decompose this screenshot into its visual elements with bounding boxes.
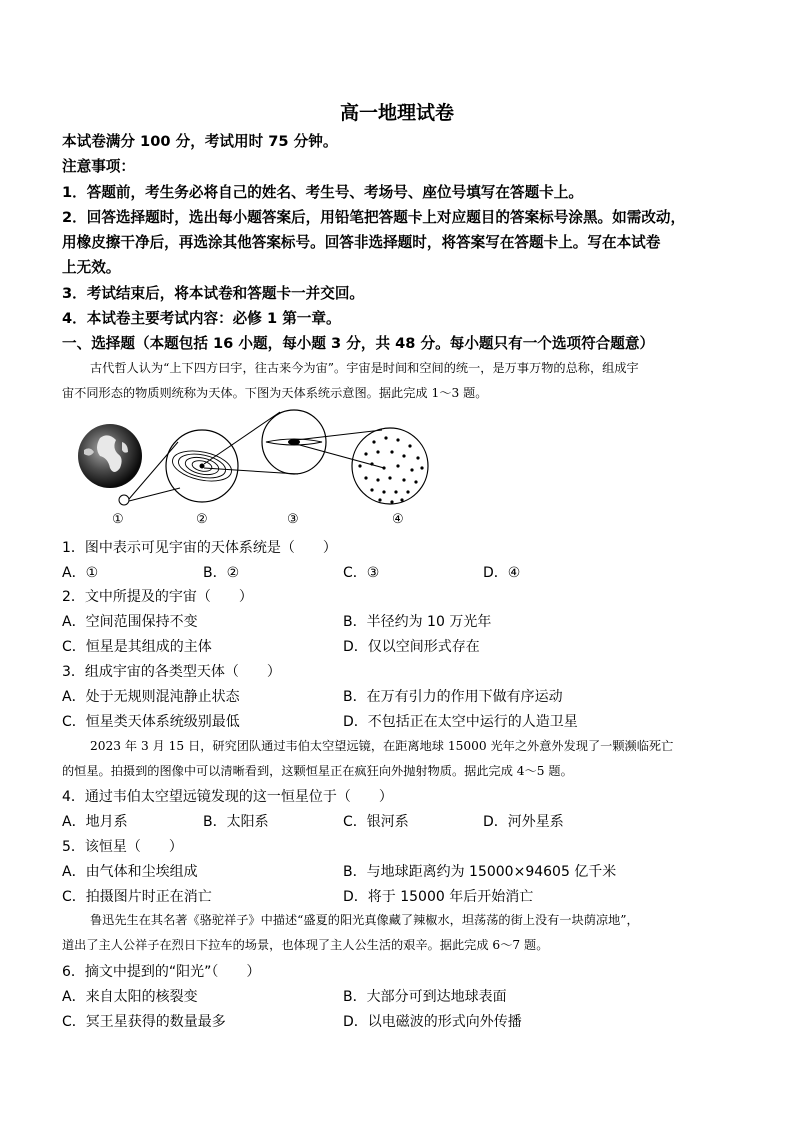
notice-item: 上无效。 <box>62 259 121 276</box>
earth-icon <box>78 424 142 488</box>
question-6-stem: 6．摘文中提到的“阳光”（ ） <box>62 964 261 980</box>
figure-label: ④ <box>392 512 404 527</box>
figure-label: ③ <box>287 512 299 527</box>
question-2-stem: 2．文中所提及的宇宙（ ） <box>62 589 253 605</box>
option: D．仅以空间形式存在 <box>343 639 480 655</box>
passage-1-line: 古代哲人认为“上下四方曰宇，往古来今为宙”。宇宙是时间和空间的统一，是万事万物的总称，组成宇 <box>90 361 639 375</box>
question-3-stem: 3．组成宇宙的各类型天体（ ） <box>62 664 281 680</box>
option: D．以电磁波的形式向外传播 <box>343 1014 522 1030</box>
option: B．半径约为 10 万光年 <box>343 614 492 630</box>
section-heading: 一、选择题（本题包括 16 小题，每小题 3 分，共 48 分。每小题只有一个选项符合题意） <box>62 335 655 352</box>
question-5-stem: 5．该恒星（ ） <box>62 839 183 855</box>
passage-3-line: 鲁迅先生在其名著《骆驼祥子》中描述“盛夏的阳光真像藏了辣椒水，坦荡荡的街上没有一块荫凉地”， <box>90 913 639 927</box>
celestial-system-figure <box>74 406 434 534</box>
solar-system-icon <box>166 430 238 502</box>
notice-heading: 注意事项： <box>62 158 135 175</box>
page-title: 高一地理试卷 <box>339 102 454 124</box>
passage-2-line: 的恒星。拍摄到的图像中可以清晰看到，这颗恒星正在疯狂向外抛射物质。据此完成 4～5 题。 <box>62 764 573 778</box>
option: B．大部分可到达地球表面 <box>343 989 507 1005</box>
notice-item: 2．回答选择题时，选出每小题答案后，用铅笔把答题卡上对应题目的答案标号涂黑。如需改动， <box>62 209 686 226</box>
question-4-stem: 4．通过韦伯太空望远镜发现的这一恒星位于（ ） <box>62 789 393 805</box>
option: A．由气体和尘埃组成 <box>62 864 198 880</box>
passage-2-line: 2023 年 3 月 15 日，研究团队通过韦伯太空望远镜，在距离地球 15000 光年之外意外发现了一颗濒临死亡 <box>90 739 674 753</box>
option: B．与地球距离约为 15000×94605 亿千米 <box>343 864 617 880</box>
option: A．地月系 <box>62 814 128 830</box>
moon-icon <box>119 495 129 505</box>
option: C．恒星类天体系统级别最低 <box>62 714 240 730</box>
option: D．将于 15000 年后开始消亡 <box>343 889 534 905</box>
notice-item: 1．答题前，考生务必将自己的姓名、考生号、考场号、座位号填写在答题卡上。 <box>62 184 583 201</box>
passage-1-line: 宙不同形态的物质则统称为天体。下图为天体系统示意图。据此完成 1～3 题。 <box>62 386 488 400</box>
option: D．不包括正在太空中运行的人造卫星 <box>343 714 578 730</box>
figure-label: ② <box>196 512 208 527</box>
option: C．拍摄图片时正在消亡 <box>62 889 212 905</box>
option: B．太阳系 <box>203 814 269 830</box>
passage-3-line: 道出了主人公祥子在烈日下拉车的场景，也体现了主人公生活的艰辛。据此完成 6～7 题。 <box>62 938 549 952</box>
option: D．河外星系 <box>483 814 564 830</box>
option: C．冥王星获得的数量最多 <box>62 1014 226 1030</box>
notice-item: 4．本试卷主要考试内容：必修 1 第一章。 <box>62 310 341 327</box>
option: A．处于无规则混沌静止状态 <box>62 689 240 705</box>
option: A．① <box>62 565 99 581</box>
universe-icon <box>352 428 428 504</box>
milky-way-icon <box>262 410 326 474</box>
option: A．来自太阳的核裂变 <box>62 989 198 1005</box>
exam-info: 本试卷满分 100 分，考试用时 75 分钟。 <box>62 133 338 150</box>
option: B．② <box>203 565 240 581</box>
option: C．③ <box>343 565 380 581</box>
question-1-stem: 1．图中表示可见宇宙的天体系统是（ ） <box>62 540 337 556</box>
notice-item: 用橡皮擦干净后，再选涂其他答案标号。回答非选择题时，将答案写在答题卡上。写在本试卷 <box>62 234 661 251</box>
option: C．银河系 <box>343 814 409 830</box>
celestial-system-diagram <box>74 406 434 534</box>
figure-label: ① <box>112 512 124 527</box>
option: B．在万有引力的作用下做有序运动 <box>343 689 563 705</box>
option: D．④ <box>483 565 521 581</box>
option: C．恒星是其组成的主体 <box>62 639 212 655</box>
notice-item: 3．考试结束后，将本试卷和答题卡一并交回。 <box>62 285 365 302</box>
option: A．空间范围保持不变 <box>62 614 198 630</box>
